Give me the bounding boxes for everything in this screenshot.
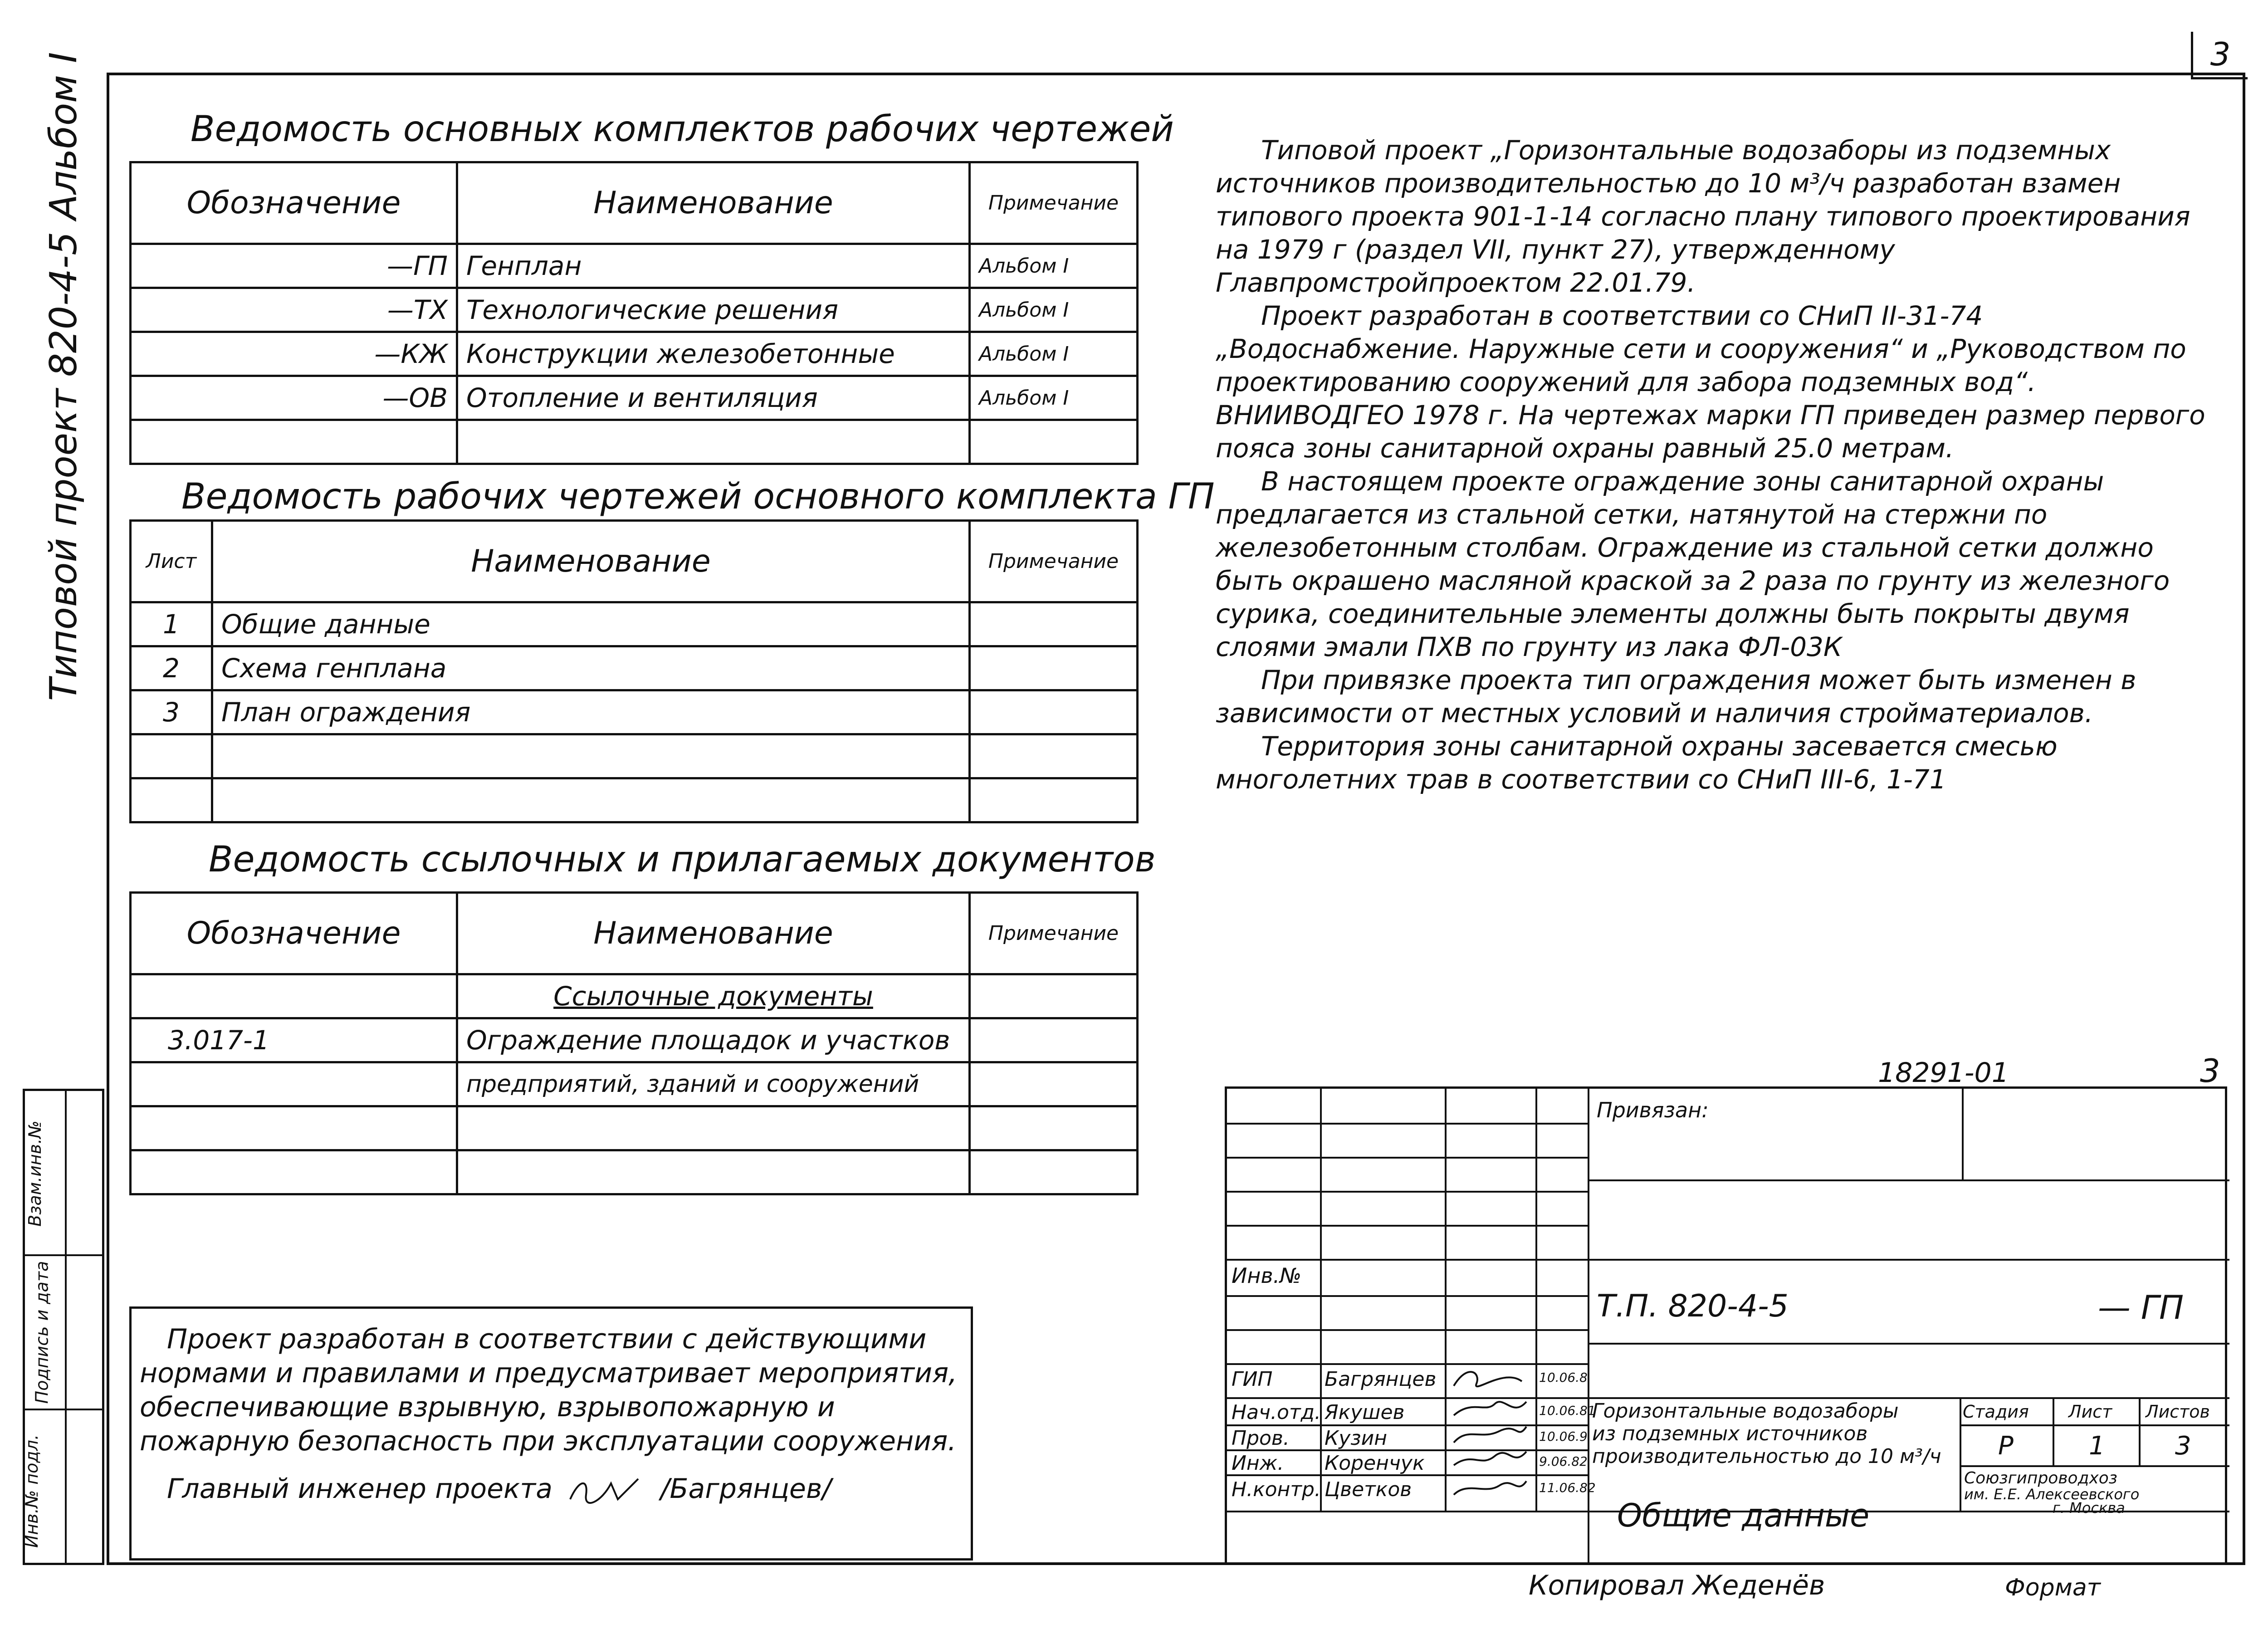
cell-designation	[131, 1150, 457, 1194]
cell-name	[457, 1150, 970, 1194]
cell-name: План ограждения	[212, 690, 970, 734]
side-strip-label: Взам.инв.№	[24, 1120, 45, 1227]
main-sets-table	[129, 161, 1139, 465]
notes-paragraph: Территория зоны санитарной охраны засевается смесью многолетних трав в соответствии со СНиП III-6, 1-71	[1216, 731, 2058, 795]
sheets-value: 3	[2175, 1431, 2191, 1461]
cell-name: Ограждение площадок и участков	[457, 1018, 970, 1062]
cell-note	[970, 974, 1138, 1018]
person-role: Нач.отд.	[1232, 1401, 1321, 1424]
cell-designation	[131, 974, 457, 1018]
person-date: 9.06.82	[1539, 1454, 1588, 1469]
cell-name: Ссылочные документы	[457, 974, 970, 1018]
reference-docs-table	[129, 891, 1139, 1195]
cell-designation: —ТХ	[131, 288, 457, 332]
cell-designation	[131, 420, 457, 464]
cell-note	[970, 420, 1138, 464]
organization-line: г. Москва	[2053, 1499, 2125, 1517]
copied-by: Копировал Жеденёв	[1529, 1570, 1825, 1601]
col-header: Примечание	[970, 521, 1138, 602]
organization-line: им. Е.Е. Алексеевского	[1964, 1486, 2140, 1503]
cell-name: Генплан	[457, 244, 970, 288]
person-name: Якушев	[1325, 1401, 1405, 1424]
table-row	[131, 734, 1138, 778]
cell-designation: —КЖ	[131, 332, 457, 376]
table-row	[131, 1018, 1138, 1062]
cell-note: Альбом I	[970, 244, 1138, 288]
sheet-header: Лист	[2068, 1402, 2112, 1422]
sheet-value: 1	[2089, 1431, 2105, 1461]
person-date: 10.06.9	[1539, 1429, 1588, 1444]
table-row	[131, 420, 1138, 464]
cell-designation: —ОВ	[131, 376, 457, 420]
cell-designation: 3.017-1	[131, 1018, 457, 1062]
cell-name: предприятий, зданий и сооружений	[457, 1062, 970, 1106]
table-row	[131, 690, 1138, 734]
person-date: 10.06.81	[1539, 1403, 1596, 1418]
cell-note	[970, 1150, 1138, 1194]
chief-engineer-role: Главный инженер проекта	[167, 1473, 552, 1505]
cell-name	[457, 420, 970, 464]
person-role: Пров.	[1232, 1427, 1290, 1450]
person-name: Цветков	[1325, 1478, 1412, 1501]
cell-designation	[131, 1062, 457, 1106]
cell-name: Технологические решения	[457, 288, 970, 332]
stamp-title-line: из подземных источников	[1592, 1422, 1868, 1445]
table-row	[131, 244, 1138, 288]
table-row	[131, 646, 1138, 690]
format-label: Формат	[2005, 1574, 2101, 1601]
general-notes-text	[1216, 134, 2227, 796]
cell-sheet: 2	[131, 646, 212, 690]
cell-designation	[131, 1106, 457, 1150]
table-header-row	[131, 521, 1138, 602]
attached-label: Привязан:	[1597, 1098, 1709, 1122]
organization-line: Союзгипроводхоз	[1964, 1469, 2117, 1487]
cell-note	[970, 734, 1138, 778]
cell-note: Альбом I	[970, 288, 1138, 332]
vertical-album-title: Типовой проект 820-4-5 Альбом I	[42, 52, 85, 701]
person-name: Кузин	[1325, 1427, 1388, 1450]
notes-paragraph: В настоящем проекте ограждение зоны санитарной охраны предлагается из стальной сетки, натянутой на стержни по железобетонным столбам. Ограждение из стальной сетки должно быть окрашено масляной краской за 2 раза по грунту из железного сурика, соединительные элементы должны быть покрыты двумя слоями эмали ПХВ по грунту из лака ФЛ-03К	[1216, 466, 2170, 662]
stamp-sheet-number: 3	[2200, 1052, 2220, 1090]
table-row	[131, 332, 1138, 376]
person-name: Коренчук	[1325, 1452, 1425, 1475]
compliance-text: Проект разработан в соответствии с действующими нормами и правилами и предусматривает мероприятия, обеспечивающие взрывную, взрывопожарную и пожарную безопасность при эксплуатации сооружения.	[140, 1323, 958, 1457]
cell-note	[970, 602, 1138, 646]
table-row	[131, 1106, 1138, 1150]
cell-sheet: 3	[131, 690, 212, 734]
signature-icon	[561, 1474, 652, 1506]
table-row	[131, 778, 1138, 822]
side-strip-label: Инв.№ подл.	[22, 1434, 42, 1548]
table-header-row	[131, 893, 1138, 974]
sheet-title: Общие данные	[1617, 1497, 1870, 1534]
inventory-label: Инв.№	[1232, 1263, 1302, 1288]
title-block	[1225, 1086, 2227, 1565]
sheets-header: Листов	[2146, 1402, 2210, 1422]
cell-name: Общие данные	[212, 602, 970, 646]
table-header-row	[131, 162, 1138, 244]
cell-note	[970, 1062, 1138, 1106]
cell-note	[970, 1106, 1138, 1150]
col-header: Примечание	[970, 162, 1138, 244]
cell-designation: —ГП	[131, 244, 457, 288]
cell-sheet	[131, 778, 212, 822]
stage-header: Стадия	[1963, 1402, 2029, 1422]
col-header: Лист	[131, 521, 212, 602]
drawing-mark: — ГП	[2098, 1288, 2184, 1326]
col-header: Наименование	[212, 521, 970, 602]
cell-name	[457, 1106, 970, 1150]
drawing-number: 18291-01	[1878, 1057, 2009, 1089]
cell-name: Схема генплана	[212, 646, 970, 690]
person-name: Багрянцев	[1325, 1368, 1437, 1391]
drawings-list-table	[129, 519, 1139, 823]
cell-note: Альбом I	[970, 376, 1138, 420]
cell-note	[970, 646, 1138, 690]
notes-paragraph: Проект разработан в соответствии со СНиП II-31-74 „Водоснабжение. Наружные сети и сооружения“ и „Руководством по проектированию сооружений для забора подземных вод“. ВНИИВОДГЕО 1978 г. На чертежах марки ГП приведен размер первого пояса зоны санитарной охраны равный 25.0 метрам.	[1216, 300, 2205, 464]
person-date: 11.06.82	[1539, 1480, 1596, 1495]
cell-sheet: 1	[131, 602, 212, 646]
person-role: Инж.	[1232, 1452, 1284, 1475]
table-row	[131, 602, 1138, 646]
cell-note	[970, 690, 1138, 734]
compliance-note-box	[129, 1306, 973, 1561]
cell-note	[970, 778, 1138, 822]
cell-name: Отопление и вентиляция	[457, 376, 970, 420]
table3-caption: Ведомость ссылочных и прилагаемых документов	[209, 839, 1156, 880]
table-row	[131, 376, 1138, 420]
cell-note	[970, 1018, 1138, 1062]
chief-engineer-name: /Багрянцев/	[660, 1473, 831, 1505]
cell-sheet	[131, 734, 212, 778]
notes-paragraph: При привязке проекта тип ограждения может быть изменен в зависимости от местных условий и наличия стройматериалов.	[1216, 665, 2136, 729]
stamp-title-line: Горизонтальные водозаборы	[1592, 1399, 1899, 1423]
stage-value: Р	[1998, 1431, 2014, 1461]
table1-caption: Ведомость основных комплектов рабочих чертежей	[191, 109, 1174, 150]
col-header: Наименование	[457, 162, 970, 244]
notes-paragraph: Типовой проект „Горизонтальные водозаборы из подземных источников производительностью до 10 м³/ч разработан взамен типового проекта 901-1-14 согласно плану типового проектирования на 1979 г (раздел VII, пункт 27), утвержденному Главпромстройпроектом 22.01.79.	[1216, 135, 2190, 298]
stamp-title-line: производительностью до 10 м³/ч	[1592, 1445, 1941, 1468]
side-strip-label: Подпись и дата	[32, 1261, 52, 1404]
table-row	[131, 1150, 1138, 1194]
project-code: Т.П. 820-4-5	[1597, 1288, 1789, 1324]
col-header: Обозначение	[131, 893, 457, 974]
cell-name	[212, 734, 970, 778]
col-header: Примечание	[970, 893, 1138, 974]
col-header: Обозначение	[131, 162, 457, 244]
sheet-corner-number: 3	[2191, 32, 2248, 79]
signature-icon	[1449, 1359, 1531, 1508]
table-row	[131, 974, 1138, 1018]
table-row	[131, 1062, 1138, 1106]
table-row	[131, 288, 1138, 332]
cell-name	[212, 778, 970, 822]
cell-note: Альбом I	[970, 332, 1138, 376]
cell-name: Конструкции железобетонные	[457, 332, 970, 376]
person-date: 10.06.8	[1539, 1370, 1588, 1385]
person-role: Н.контр.	[1232, 1478, 1321, 1501]
table2-caption: Ведомость рабочих чертежей основного комплекта ГП	[181, 476, 1215, 517]
side-approval-strip	[23, 1089, 104, 1565]
col-header: Наименование	[457, 893, 970, 974]
person-role: ГИП	[1232, 1368, 1273, 1391]
